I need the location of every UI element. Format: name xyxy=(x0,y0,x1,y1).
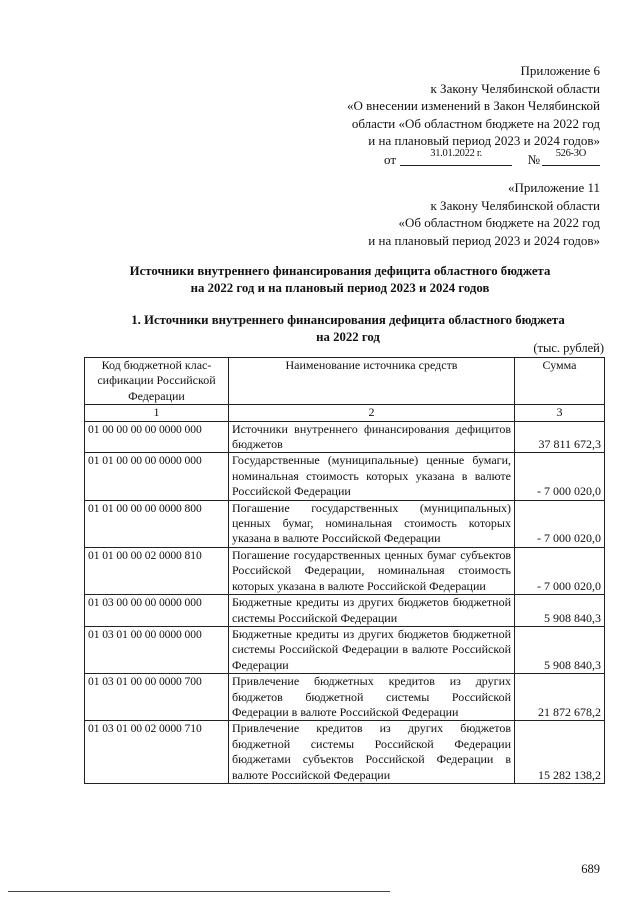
amount: 5 908 840,3 xyxy=(515,595,605,627)
budget-code: 01 01 00 00 00 0000 800 xyxy=(85,500,229,547)
table-row xyxy=(85,453,605,500)
table-row xyxy=(85,626,605,673)
appendix-header-line: «О внесении изменений в Закон Челябинской xyxy=(346,98,600,113)
original-header-line: «Об областном бюджете на 2022 год xyxy=(398,215,600,230)
amount: 15 282 138,2 xyxy=(515,721,605,784)
units-label: (тыс. рублей) xyxy=(533,341,604,355)
date-label: от xyxy=(383,151,396,167)
section-title-line: 1. Источники внутреннего финансирования дефицита областного бюджета xyxy=(131,313,565,327)
budget-code: 01 03 01 00 02 0000 710 xyxy=(85,721,229,784)
budget-code: 01 01 00 00 00 0000 000 xyxy=(85,453,229,500)
table-row xyxy=(85,500,605,547)
budget-code: 01 01 00 00 02 0000 810 xyxy=(85,547,229,594)
source-name: Бюджетные кредиты из других бюджетов бюджетной системы Российской Федерации xyxy=(229,595,515,627)
amount: - 7 000 020,0 xyxy=(515,453,605,500)
column-header-name: Наименование источника средств xyxy=(229,358,515,405)
law-number: 526-ЗО xyxy=(555,147,586,159)
original-header-line: к Закону Челябинской области xyxy=(430,197,600,213)
amount: 5 908 840,3 xyxy=(515,626,605,673)
amount: 37 811 672,3 xyxy=(515,421,605,453)
financing-sources-table xyxy=(84,357,605,784)
budget-code: 01 03 01 00 00 0000 000 xyxy=(85,626,229,673)
budget-code: 01 03 01 00 00 0000 700 xyxy=(85,674,229,721)
source-name: Государственные (муниципальные) ценные бумаги, номинальная стоимость которых указана в валюте Российской Федерации xyxy=(229,453,515,500)
source-name: Привлечение кредитов из других бюджетов бюджетной системы Российской Федерации бюджетами субъектов Российской Федерации в валюте Российской Федерации xyxy=(229,721,515,784)
column-number: 2 xyxy=(229,405,515,421)
source-name: Погашение государственных (муниципальных) ценных бумаг, номинальная стоимость которых указана в валюте Российской Федерации xyxy=(229,500,515,547)
page-number: 689 xyxy=(581,862,600,876)
table-row xyxy=(85,595,605,627)
budget-code: 01 00 00 00 00 0000 000 xyxy=(85,421,229,453)
footer-divider xyxy=(8,891,390,892)
date-underline xyxy=(400,165,512,166)
number-underline xyxy=(542,165,600,166)
source-name: Бюджетные кредиты из других бюджетов бюджетной системы Российской Федерации в валюте Российской Федерации xyxy=(229,626,515,673)
table-row xyxy=(85,721,605,784)
column-number: 3 xyxy=(515,405,605,421)
appendix-header-line: Приложение 6 xyxy=(520,63,600,78)
original-appendix-header xyxy=(368,179,600,249)
column-header-sum: Сумма xyxy=(515,358,605,405)
document-title-line: Источники внутреннего финансирования дефицита областного бюджета xyxy=(129,264,551,278)
appendix-header xyxy=(347,62,600,171)
section-title xyxy=(92,312,604,346)
source-name: Источники внутреннего финансирования дефицитов бюджетов xyxy=(229,421,515,453)
column-header-code: Код бюджетной клас-сификации Российской Федерации xyxy=(85,358,229,405)
law-date: 31.01.2022 г. xyxy=(430,147,482,159)
law-date-number xyxy=(347,147,600,171)
appendix-header-line: к Закону Челябинской области xyxy=(430,80,600,96)
section-title-line: на 2022 год xyxy=(316,330,380,344)
amount: 21 872 678,2 xyxy=(515,674,605,721)
budget-code: 01 03 00 00 00 0000 000 xyxy=(85,595,229,627)
source-name: Погашение государственных ценных бумаг субъектов Российской Федерации, номинальная стоимость которых указана в валюте Российской Федерации xyxy=(229,547,515,594)
appendix-header-line: области «Об областном бюджете на 2022 год xyxy=(351,115,600,131)
original-header-line: и на плановый период 2023 и 2024 годов» xyxy=(368,232,600,248)
table-row xyxy=(85,674,605,721)
amount: - 7 000 020,0 xyxy=(515,500,605,547)
number-sign: № xyxy=(527,151,540,167)
table-row xyxy=(85,547,605,594)
table-row xyxy=(85,421,605,453)
table-header-row xyxy=(85,358,605,405)
document-title-line: на 2022 год и на плановый период 2023 и 2024 годов xyxy=(190,281,490,295)
original-header-line: «Приложение 11 xyxy=(507,180,600,195)
appendix-header-line: и на плановый период 2023 и 2024 годов» xyxy=(368,133,600,148)
source-name: Привлечение бюджетных кредитов из других бюджетов бюджетной системы Российской Федерации в валюте Российской Федерации xyxy=(229,674,515,721)
column-number: 1 xyxy=(85,405,229,421)
document-title xyxy=(60,263,620,297)
amount: - 7 000 020,0 xyxy=(515,547,605,594)
column-number-row xyxy=(85,405,605,421)
